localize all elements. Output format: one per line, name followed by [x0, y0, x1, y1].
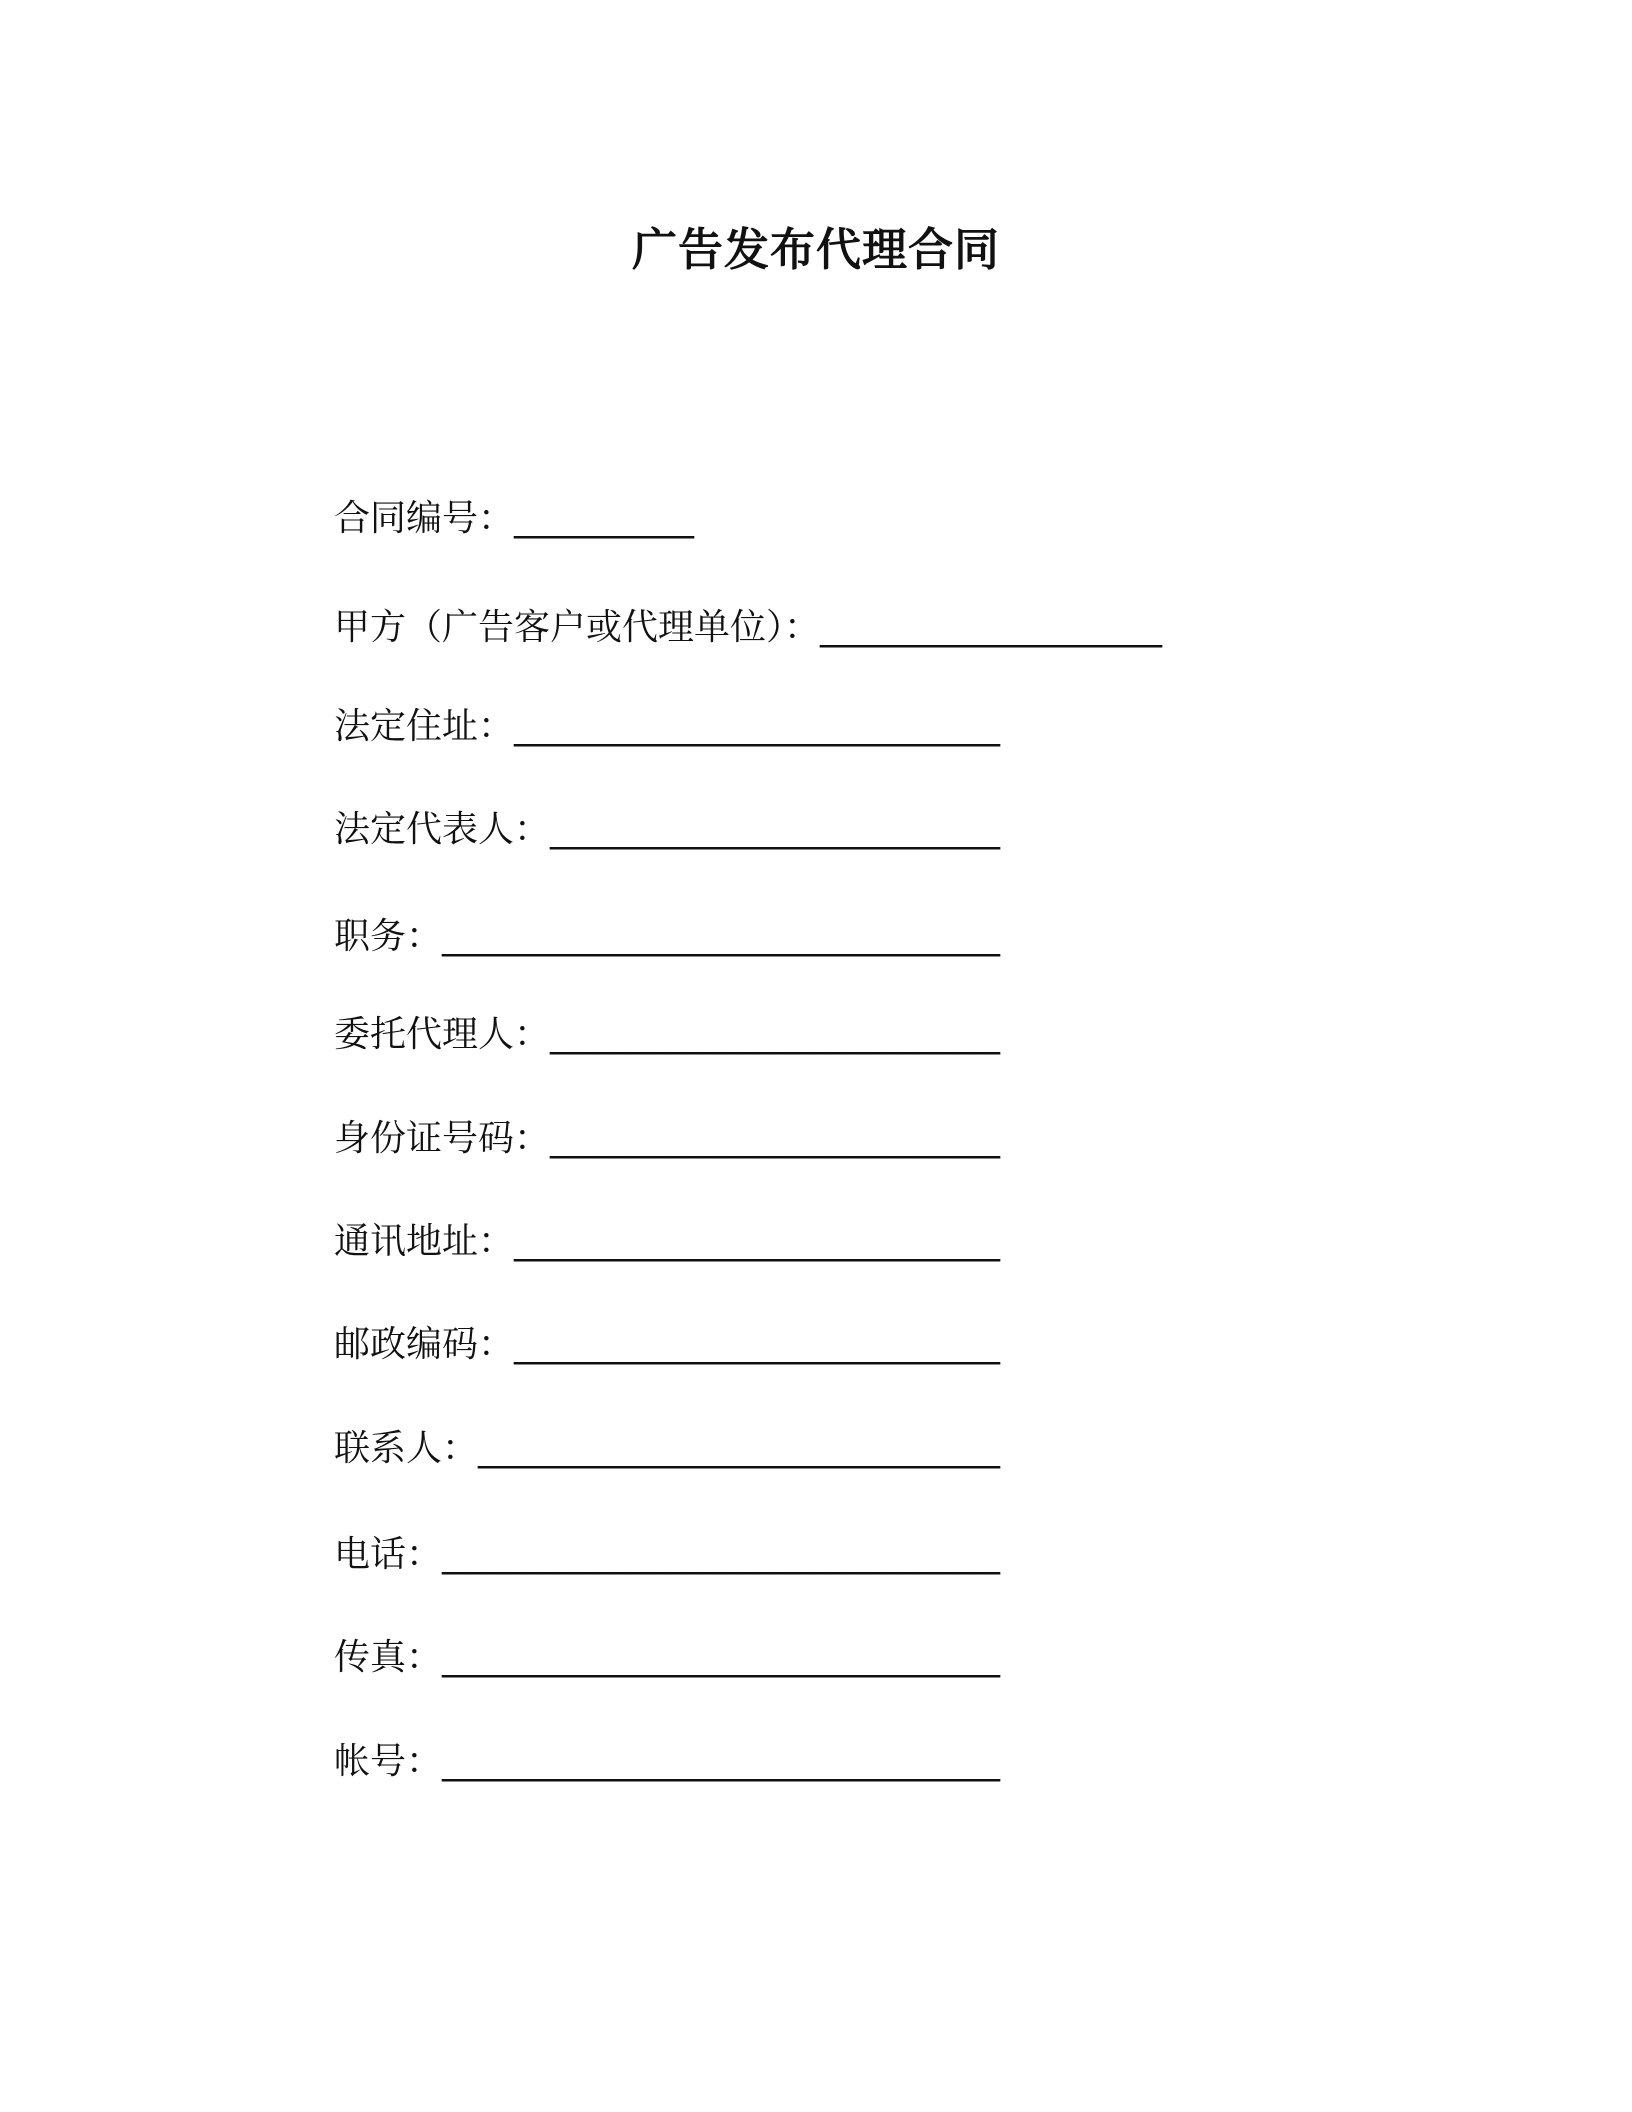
field-telephone — [334, 1530, 1000, 1580]
field-position — [334, 912, 1000, 962]
field-blank: ___________________________ — [514, 1324, 1001, 1365]
field-label: 传真： — [334, 1637, 443, 1678]
field-authorized-agent — [334, 1010, 1000, 1060]
field-blank: ___________________________ — [514, 1221, 1001, 1262]
field-label: 帐号： — [334, 1741, 443, 1782]
document-title: 广告发布代理合同 — [631, 223, 1000, 276]
field-legal-address — [334, 702, 1000, 752]
field-label: 法定代表人： — [334, 809, 551, 850]
field-label: 电话： — [334, 1534, 443, 1575]
field-fax — [334, 1633, 1000, 1683]
field-label: 身份证号码： — [334, 1118, 551, 1159]
field-label: 职务： — [334, 916, 443, 957]
field-account-number — [334, 1737, 1000, 1787]
field-blank: _________________________ — [550, 1118, 1001, 1159]
field-blank: _________________________ — [550, 809, 1001, 850]
field-blank: _____________________________ — [478, 1428, 1001, 1469]
field-label: 甲方（广告客户或代理单位）： — [334, 607, 821, 648]
field-mailing-address — [334, 1217, 1000, 1267]
field-legal-representative — [334, 805, 1000, 855]
field-blank: _________________________ — [550, 1014, 1001, 1055]
field-label: 委托代理人： — [334, 1014, 551, 1055]
field-blank: _______________________________ — [442, 1534, 1001, 1575]
field-label: 法定住址： — [334, 706, 515, 747]
field-blank: ___________________ — [820, 607, 1163, 648]
field-label: 联系人： — [334, 1428, 479, 1469]
field-blank: _______________________________ — [442, 1741, 1001, 1782]
field-blank: ___________________________ — [514, 706, 1001, 747]
field-blank: _______________________________ — [442, 916, 1001, 957]
field-party-a — [334, 603, 1162, 653]
field-label: 邮政编码： — [334, 1324, 515, 1365]
field-postal-code — [334, 1320, 1000, 1370]
field-label: 合同编号： — [334, 498, 515, 539]
field-blank: _______________________________ — [442, 1637, 1001, 1678]
field-contact-person — [334, 1424, 1000, 1474]
field-blank: __________ — [514, 498, 695, 539]
field-id-number — [334, 1114, 1000, 1164]
field-contract-number — [334, 494, 694, 544]
field-label: 通讯地址： — [334, 1221, 515, 1262]
